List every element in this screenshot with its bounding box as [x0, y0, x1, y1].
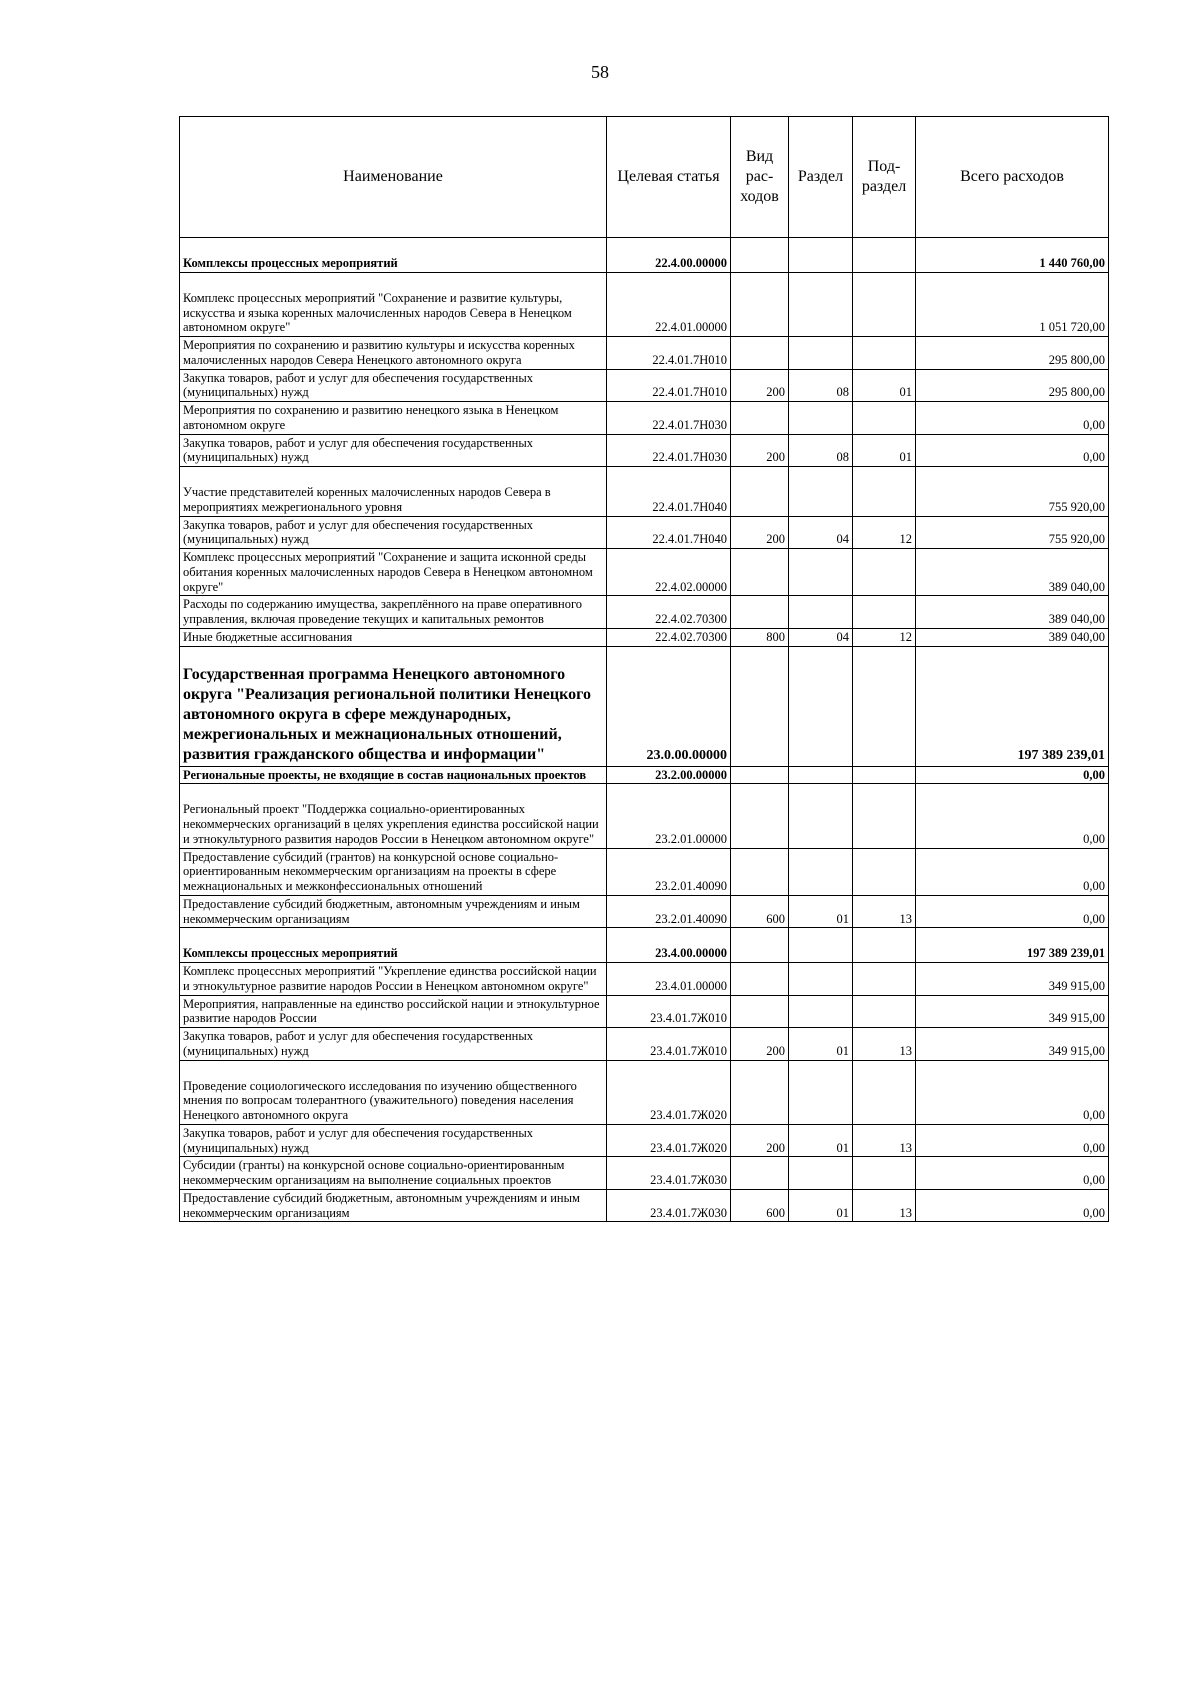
cell-name: Расходы по содержанию имущества, закреплённого на праве оперативного управления, включая проведение текущих и капитальных ремонтов: [180, 596, 607, 629]
cell-name: Субсидии (гранты) на конкурсной основе социально-ориентированным некоммерческим организациям на выполнение социальных проектов: [180, 1157, 607, 1190]
cell-target-article: 22.4.01.7Н030: [607, 402, 731, 435]
cell-expense-type: [731, 646, 789, 766]
table-row: [180, 848, 1109, 895]
table-row: [180, 784, 1109, 848]
table-row: [180, 646, 1109, 766]
cell-subsection: [853, 784, 916, 848]
cell-target-article: 23.4.01.00000: [607, 963, 731, 996]
table-row: [180, 928, 1109, 963]
table-row: [180, 995, 1109, 1028]
cell-section: 04: [789, 628, 853, 646]
cell-name: Региональный проект "Поддержка социально-ориентированных некоммерческих организаций в целях укрепления единства российской нации и этнокультурного развития народов России в Ненецком автономном округе": [180, 784, 607, 848]
cell-subsection: [853, 646, 916, 766]
cell-name: Региональные проекты, не входящие в состав национальных проектов: [180, 766, 607, 784]
table-row: [180, 1060, 1109, 1124]
cell-target-article: 22.4.01.7Н040: [607, 516, 731, 549]
cell-section: 01: [789, 1189, 853, 1222]
cell-target-article: 22.4.01.00000: [607, 272, 731, 336]
cell-section: [789, 272, 853, 336]
cell-target-article: 22.4.01.7Н010: [607, 337, 731, 370]
cell-section: [789, 848, 853, 895]
cell-name: Закупка товаров, работ и услуг для обеспечения государственных (муниципальных) нужд: [180, 516, 607, 549]
cell-total: 0,00: [916, 784, 1109, 848]
cell-expense-type: [731, 402, 789, 435]
cell-name: Иные бюджетные ассигнования: [180, 628, 607, 646]
cell-total: 755 920,00: [916, 467, 1109, 517]
cell-target-article: 22.4.02.70300: [607, 596, 731, 629]
cell-expense-type: [731, 272, 789, 336]
cell-section: 01: [789, 895, 853, 928]
table-row: [180, 596, 1109, 629]
table-row: [180, 1028, 1109, 1061]
cell-expense-type: [731, 337, 789, 370]
cell-expense-type: [731, 995, 789, 1028]
cell-subsection: [853, 272, 916, 336]
header-subsection: Под-раздел: [853, 117, 916, 238]
cell-target-article: 22.4.02.70300: [607, 628, 731, 646]
cell-expense-type: 200: [731, 434, 789, 467]
cell-target-article: 22.4.01.7Н030: [607, 434, 731, 467]
cell-section: [789, 784, 853, 848]
header-row: [180, 117, 1109, 238]
cell-name: Мероприятия, направленные на единство российской нации и этнокультурное развитие народов России: [180, 995, 607, 1028]
cell-total: 0,00: [916, 895, 1109, 928]
cell-expense-type: 600: [731, 1189, 789, 1222]
table-row: [180, 963, 1109, 996]
cell-target-article: 23.2.00.00000: [607, 766, 731, 784]
cell-total: 1 440 760,00: [916, 238, 1109, 273]
cell-name: Мероприятия по сохранению и развитию ненецкого языка в Ненецком автономном округе: [180, 402, 607, 435]
cell-expense-type: [731, 238, 789, 273]
cell-name: Мероприятия по сохранению и развитию культуры и искусства коренных малочисленных народов Севера Ненецкого автономного округа: [180, 337, 607, 370]
cell-subsection: [853, 549, 916, 596]
cell-target-article: 23.2.01.00000: [607, 784, 731, 848]
cell-total: 0,00: [916, 1189, 1109, 1222]
cell-target-article: 23.4.00.00000: [607, 928, 731, 963]
cell-subsection: [853, 928, 916, 963]
cell-name: Комплекс процессных мероприятий "Сохранение и защита исконной среды обитания коренных малочисленных народов Севера в Ненецком автономном округе": [180, 549, 607, 596]
cell-expense-type: 200: [731, 369, 789, 402]
cell-section: 04: [789, 516, 853, 549]
cell-section: [789, 596, 853, 629]
table-row: [180, 1124, 1109, 1157]
table-row: [180, 895, 1109, 928]
cell-total: 389 040,00: [916, 628, 1109, 646]
cell-total: 197 389 239,01: [916, 928, 1109, 963]
cell-total: 0,00: [916, 1124, 1109, 1157]
budget-table: [179, 116, 1109, 1222]
cell-subsection: 13: [853, 1124, 916, 1157]
cell-expense-type: [731, 596, 789, 629]
cell-total: 0,00: [916, 402, 1109, 435]
cell-name: Закупка товаров, работ и услуг для обеспечения государственных (муниципальных) нужд: [180, 434, 607, 467]
cell-target-article: 22.4.01.7Н010: [607, 369, 731, 402]
cell-subsection: [853, 1060, 916, 1124]
cell-section: [789, 1060, 853, 1124]
cell-expense-type: [731, 784, 789, 848]
header-name: Наименование: [180, 117, 607, 238]
table-body: [180, 238, 1109, 1222]
cell-total: 1 051 720,00: [916, 272, 1109, 336]
cell-expense-type: [731, 1060, 789, 1124]
cell-name: Государственная программа Ненецкого автономного округа "Реализация региональной политики Ненецкого автономного округа в сфере международных, межрегиональных и межнациональных отношений, развития гражданского общества и информации": [180, 646, 607, 766]
cell-total: 349 915,00: [916, 1028, 1109, 1061]
cell-section: [789, 402, 853, 435]
header-target-article: Целевая статья: [607, 117, 731, 238]
cell-expense-type: 800: [731, 628, 789, 646]
cell-total: 349 915,00: [916, 963, 1109, 996]
cell-expense-type: [731, 928, 789, 963]
table-row: [180, 628, 1109, 646]
cell-section: [789, 995, 853, 1028]
cell-total: 295 800,00: [916, 369, 1109, 402]
cell-section: [789, 928, 853, 963]
cell-expense-type: 200: [731, 516, 789, 549]
cell-section: 08: [789, 434, 853, 467]
cell-name: Участие представителей коренных малочисленных народов Севера в мероприятиях межрегионального уровня: [180, 467, 607, 517]
cell-subsection: [853, 337, 916, 370]
cell-target-article: 23.4.01.7Ж020: [607, 1124, 731, 1157]
cell-total: 197 389 239,01: [916, 646, 1109, 766]
table-row: [180, 272, 1109, 336]
table-row: [180, 369, 1109, 402]
cell-subsection: 13: [853, 895, 916, 928]
cell-subsection: [853, 848, 916, 895]
cell-target-article: 23.4.01.7Ж020: [607, 1060, 731, 1124]
cell-name: Предоставление субсидий (грантов) на конкурсной основе социально-ориентированным некоммерческим организациям на проекты в сфере межнациональных и межконфессиональных отношений: [180, 848, 607, 895]
header-section: Раздел: [789, 117, 853, 238]
cell-subsection: [853, 963, 916, 996]
cell-expense-type: 200: [731, 1124, 789, 1157]
cell-total: 295 800,00: [916, 337, 1109, 370]
cell-total: 0,00: [916, 766, 1109, 784]
cell-total: 389 040,00: [916, 549, 1109, 596]
cell-subsection: [853, 1157, 916, 1190]
cell-target-article: 22.4.00.00000: [607, 238, 731, 273]
table-row: [180, 238, 1109, 273]
cell-target-article: 23.0.00.00000: [607, 646, 731, 766]
cell-target-article: 23.4.01.7Ж010: [607, 1028, 731, 1061]
cell-name: Комплекс процессных мероприятий "Укрепление единства российской нации и этнокультурное развитие народов России в Ненецком автономном округе": [180, 963, 607, 996]
cell-section: [789, 1157, 853, 1190]
table-row: [180, 402, 1109, 435]
cell-target-article: 23.2.01.40090: [607, 895, 731, 928]
cell-expense-type: [731, 848, 789, 895]
table-row: [180, 467, 1109, 517]
cell-total: 349 915,00: [916, 995, 1109, 1028]
cell-expense-type: [731, 467, 789, 517]
cell-total: 0,00: [916, 1157, 1109, 1190]
cell-target-article: 23.4.01.7Ж030: [607, 1189, 731, 1222]
cell-total: 755 920,00: [916, 516, 1109, 549]
header-expense-type: Вид рас-ходов: [731, 117, 789, 238]
table-row: [180, 1157, 1109, 1190]
cell-expense-type: [731, 766, 789, 784]
header-total: Всего расходов: [916, 117, 1109, 238]
cell-section: [789, 238, 853, 273]
cell-subsection: 12: [853, 628, 916, 646]
cell-expense-type: 600: [731, 895, 789, 928]
cell-target-article: 23.4.01.7Ж030: [607, 1157, 731, 1190]
cell-section: [789, 963, 853, 996]
cell-total: 0,00: [916, 848, 1109, 895]
cell-subsection: [853, 238, 916, 273]
cell-total: 389 040,00: [916, 596, 1109, 629]
page-number: 58: [591, 62, 609, 82]
cell-section: 01: [789, 1028, 853, 1061]
cell-section: [789, 467, 853, 517]
cell-subsection: 01: [853, 369, 916, 402]
cell-name: Проведение социологического исследования по изучению общественного мнения по вопросам толерантного (уважительного) поведения населения Ненецкого автономного округа: [180, 1060, 607, 1124]
cell-expense-type: [731, 549, 789, 596]
cell-name: Закупка товаров, работ и услуг для обеспечения государственных (муниципальных) нужд: [180, 1028, 607, 1061]
cell-section: [789, 549, 853, 596]
cell-subsection: 12: [853, 516, 916, 549]
cell-name: Предоставление субсидий бюджетным, автономным учреждениям и иным некоммерческим организациям: [180, 895, 607, 928]
cell-expense-type: 200: [731, 1028, 789, 1061]
cell-target-article: 22.4.02.00000: [607, 549, 731, 596]
cell-name: Комплексы процессных мероприятий: [180, 928, 607, 963]
cell-subsection: [853, 766, 916, 784]
cell-name: Комплексы процессных мероприятий: [180, 238, 607, 273]
cell-section: [789, 646, 853, 766]
table-row: [180, 337, 1109, 370]
cell-target-article: 22.4.01.7Н040: [607, 467, 731, 517]
cell-section: 01: [789, 1124, 853, 1157]
cell-target-article: 23.4.01.7Ж010: [607, 995, 731, 1028]
table-row: [180, 434, 1109, 467]
cell-name: Закупка товаров, работ и услуг для обеспечения государственных (муниципальных) нужд: [180, 369, 607, 402]
cell-name: Предоставление субсидий бюджетным, автономным учреждениям и иным некоммерческим организациям: [180, 1189, 607, 1222]
cell-subsection: 01: [853, 434, 916, 467]
cell-subsection: 13: [853, 1189, 916, 1222]
cell-target-article: 23.2.01.40090: [607, 848, 731, 895]
table-row: [180, 766, 1109, 784]
cell-subsection: [853, 402, 916, 435]
cell-expense-type: [731, 963, 789, 996]
cell-total: 0,00: [916, 434, 1109, 467]
cell-subsection: [853, 596, 916, 629]
table-row: [180, 549, 1109, 596]
cell-section: [789, 337, 853, 370]
cell-subsection: 13: [853, 1028, 916, 1061]
cell-section: 08: [789, 369, 853, 402]
cell-section: [789, 766, 853, 784]
cell-total: 0,00: [916, 1060, 1109, 1124]
cell-expense-type: [731, 1157, 789, 1190]
table-row: [180, 516, 1109, 549]
cell-subsection: [853, 995, 916, 1028]
table-row: [180, 1189, 1109, 1222]
cell-name: Комплекс процессных мероприятий "Сохранение и развитие культуры, искусства и языка коренных малочисленных народов Севера в Ненецком автономном округе": [180, 272, 607, 336]
cell-subsection: [853, 467, 916, 517]
cell-name: Закупка товаров, работ и услуг для обеспечения государственных (муниципальных) нужд: [180, 1124, 607, 1157]
